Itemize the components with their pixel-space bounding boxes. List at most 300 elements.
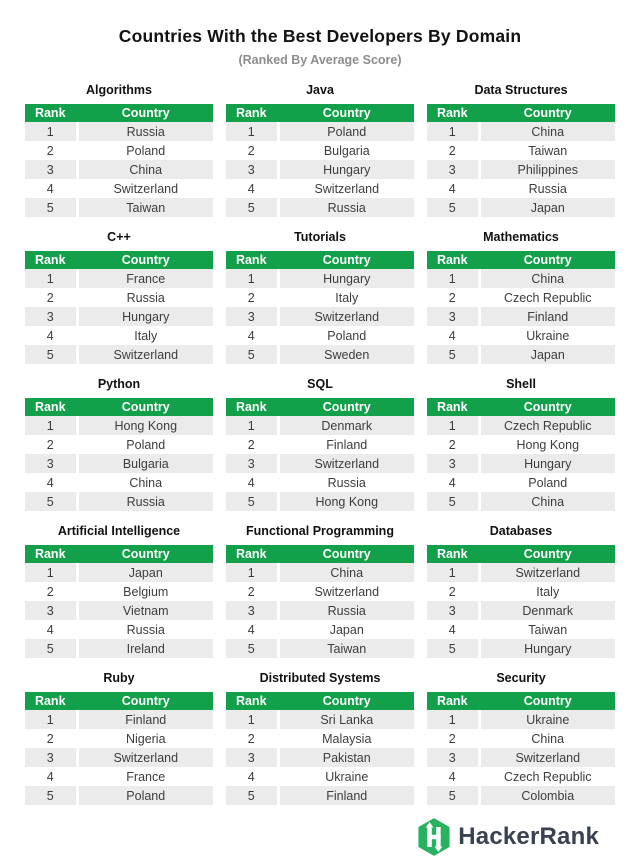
domain-table-card xyxy=(226,83,414,217)
rank-cell: 1 xyxy=(25,563,77,582)
table-row xyxy=(427,767,615,786)
rank-cell: 1 xyxy=(427,416,479,435)
rank-cell: 4 xyxy=(427,326,479,345)
rank-cell: 1 xyxy=(25,710,77,729)
table-header-row xyxy=(427,104,615,122)
table-row xyxy=(427,492,615,511)
country-cell: Czech Republic xyxy=(503,769,592,784)
country-cell: Switzerland xyxy=(479,748,615,767)
country-cell: Philippines xyxy=(479,160,615,179)
table-row xyxy=(25,435,213,454)
country-cell: Poland xyxy=(126,437,166,452)
table-row xyxy=(226,620,414,639)
rank-cell: 1 xyxy=(226,563,278,582)
rank-table xyxy=(25,104,213,217)
domain-title: Python xyxy=(97,377,141,391)
country-cell: Vietnam xyxy=(77,601,213,620)
rank-column-header: Rank xyxy=(427,398,479,416)
rank-table xyxy=(226,545,414,658)
country-cell: China xyxy=(77,160,213,179)
country-cell: Switzerland xyxy=(278,454,414,473)
rank-cell: 3 xyxy=(226,160,278,179)
rank-column-header: Rank xyxy=(25,545,77,563)
country-column-header: Country xyxy=(77,545,213,563)
domain-table-card xyxy=(427,671,615,805)
table-row xyxy=(427,582,615,601)
rank-cell: 2 xyxy=(427,435,479,454)
country-cell: Japan xyxy=(77,563,213,582)
country-cell: Pakistan xyxy=(278,748,414,767)
domain-title: Data Structures xyxy=(474,83,568,97)
table-header-row xyxy=(427,251,615,269)
table-header-row xyxy=(226,251,414,269)
rank-cell: 2 xyxy=(226,435,278,454)
rank-cell: 4 xyxy=(226,620,278,639)
rank-cell: 4 xyxy=(25,620,77,639)
rank-cell: 5 xyxy=(25,639,77,658)
table-row xyxy=(226,345,414,364)
country-cell: Denmark xyxy=(278,416,414,435)
country-cell: Italy xyxy=(536,584,560,599)
country-cell: Taiwan xyxy=(528,143,568,158)
domain-table-card xyxy=(226,230,414,364)
country-column-header: Country xyxy=(479,398,615,416)
country-cell: China xyxy=(531,731,565,746)
rank-cell: 5 xyxy=(427,492,479,511)
country-cell: Hong Kong xyxy=(278,492,414,511)
rank-cell: 4 xyxy=(226,326,278,345)
table-row xyxy=(427,326,615,345)
table-row xyxy=(427,198,615,217)
rank-table xyxy=(226,104,414,217)
rank-cell: 5 xyxy=(25,492,77,511)
table-row xyxy=(25,198,213,217)
table-row xyxy=(25,307,213,326)
rank-cell: 2 xyxy=(427,288,479,307)
table-row xyxy=(226,786,414,805)
rank-column-header: Rank xyxy=(427,104,479,122)
country-cell: Japan xyxy=(329,622,364,637)
rank-cell: 4 xyxy=(427,620,479,639)
country-cell: Denmark xyxy=(479,601,615,620)
rank-cell: 2 xyxy=(25,729,77,748)
rank-cell: 4 xyxy=(427,473,479,492)
table-row xyxy=(226,492,414,511)
rank-column-header: Rank xyxy=(226,104,278,122)
rank-cell: 3 xyxy=(25,748,77,767)
table-row xyxy=(427,601,615,620)
table-row xyxy=(25,639,213,658)
table-row xyxy=(427,620,615,639)
table-row xyxy=(25,710,213,729)
domain-tables-grid xyxy=(25,83,615,805)
domain-table-card xyxy=(427,377,615,511)
rank-column-header: Rank xyxy=(226,545,278,563)
rank-table xyxy=(427,398,615,511)
rank-cell: 4 xyxy=(25,179,77,198)
rank-cell: 5 xyxy=(25,345,77,364)
rank-column-header: Rank xyxy=(25,692,77,710)
country-cell: Hungary xyxy=(479,454,615,473)
rank-cell: 3 xyxy=(427,160,479,179)
table-row xyxy=(25,416,213,435)
country-cell: Hong Kong xyxy=(77,416,213,435)
table-row xyxy=(226,729,414,748)
country-cell: Hungary xyxy=(278,160,414,179)
rank-cell: 5 xyxy=(226,345,278,364)
table-header-row xyxy=(25,398,213,416)
rank-cell: 2 xyxy=(25,582,77,601)
country-cell: Switzerland xyxy=(314,584,380,599)
table-row xyxy=(427,416,615,435)
domain-table-card xyxy=(427,524,615,658)
domain-title: Algorithms xyxy=(86,83,152,97)
table-row xyxy=(25,326,213,345)
country-cell: Finland xyxy=(479,307,615,326)
domain-title: Ruby xyxy=(103,671,135,685)
country-cell: China xyxy=(479,122,615,141)
country-cell: Taiwan xyxy=(77,198,213,217)
domain-title: Mathematics xyxy=(483,230,559,244)
table-row xyxy=(226,435,414,454)
domain-title: Distributed Systems xyxy=(259,671,381,685)
table-row xyxy=(427,179,615,198)
country-cell: China xyxy=(479,269,615,288)
rank-cell: 5 xyxy=(226,639,278,658)
country-cell: Switzerland xyxy=(278,307,414,326)
table-row xyxy=(25,141,213,160)
domain-table-card xyxy=(25,83,213,217)
rank-column-header: Rank xyxy=(25,104,77,122)
rank-cell: 5 xyxy=(25,198,77,217)
table-row xyxy=(427,160,615,179)
country-cell: Czech Republic xyxy=(479,416,615,435)
rank-cell: 4 xyxy=(427,179,479,198)
table-row xyxy=(25,122,213,141)
domain-table-card xyxy=(226,377,414,511)
country-column-header: Country xyxy=(278,398,414,416)
table-row xyxy=(427,269,615,288)
country-cell: Poland xyxy=(278,122,414,141)
country-cell: Taiwan xyxy=(528,622,568,637)
rank-table xyxy=(25,398,213,511)
table-row xyxy=(427,563,615,582)
table-header-row xyxy=(226,545,414,563)
country-column-header: Country xyxy=(479,692,615,710)
rank-cell: 5 xyxy=(427,345,479,364)
country-cell: Nigeria xyxy=(125,731,166,746)
table-row xyxy=(226,326,414,345)
page-subtitle: (Ranked By Average Score) xyxy=(238,53,402,67)
country-cell: Russia xyxy=(327,475,366,490)
table-row xyxy=(25,345,213,364)
country-cell: Switzerland xyxy=(113,181,179,196)
table-row xyxy=(25,179,213,198)
country-column-header: Country xyxy=(479,251,615,269)
table-row xyxy=(226,454,414,473)
rank-cell: 3 xyxy=(427,601,479,620)
rank-table xyxy=(427,545,615,658)
rank-cell: 4 xyxy=(226,179,278,198)
domain-title: Artificial Intelligence xyxy=(57,524,181,538)
logo-text: HackerRank xyxy=(458,823,599,850)
table-row xyxy=(226,307,414,326)
country-cell: Switzerland xyxy=(77,748,213,767)
rank-cell: 2 xyxy=(226,729,278,748)
country-cell: Poland xyxy=(327,328,367,343)
rank-cell: 5 xyxy=(25,786,77,805)
domain-table-card xyxy=(427,230,615,364)
domain-title: Tutorials xyxy=(294,230,346,244)
rank-cell: 3 xyxy=(25,307,77,326)
table-row xyxy=(25,729,213,748)
country-cell: Bulgaria xyxy=(77,454,213,473)
country-cell: Poland xyxy=(126,143,166,158)
country-cell: China xyxy=(479,492,615,511)
table-header-row xyxy=(25,251,213,269)
table-row xyxy=(25,582,213,601)
rank-column-header: Rank xyxy=(427,251,479,269)
rank-cell: 2 xyxy=(226,582,278,601)
country-cell: Russia xyxy=(77,492,213,511)
rank-cell: 2 xyxy=(25,288,77,307)
rank-cell: 1 xyxy=(427,563,479,582)
table-row xyxy=(25,160,213,179)
rank-table xyxy=(25,251,213,364)
table-row xyxy=(427,786,615,805)
table-row xyxy=(25,786,213,805)
country-column-header: Country xyxy=(77,398,213,416)
rank-table xyxy=(427,692,615,805)
rank-cell: 1 xyxy=(25,269,77,288)
table-row xyxy=(427,473,615,492)
table-row xyxy=(25,748,213,767)
rank-cell: 3 xyxy=(25,601,77,620)
table-header-row xyxy=(427,692,615,710)
rank-table xyxy=(25,545,213,658)
country-column-header: Country xyxy=(479,104,615,122)
country-cell: Hungary xyxy=(479,639,615,658)
country-cell: Ukraine xyxy=(479,710,615,729)
country-cell: Finland xyxy=(278,786,414,805)
rank-cell: 3 xyxy=(427,454,479,473)
country-cell: Russia xyxy=(77,122,213,141)
country-column-header: Country xyxy=(77,692,213,710)
domain-table-card xyxy=(427,83,615,217)
table-row xyxy=(226,639,414,658)
hackerrank-logo xyxy=(25,817,615,857)
table-row xyxy=(25,454,213,473)
country-cell: Switzerland xyxy=(314,181,380,196)
rank-cell: 1 xyxy=(25,416,77,435)
domain-title: Functional Programming xyxy=(246,524,394,538)
rank-table xyxy=(427,251,615,364)
table-row xyxy=(226,179,414,198)
country-column-header: Country xyxy=(479,545,615,563)
rank-cell: 4 xyxy=(226,767,278,786)
rank-cell: 4 xyxy=(25,473,77,492)
table-header-row xyxy=(25,692,213,710)
country-column-header: Country xyxy=(278,104,414,122)
rank-cell: 1 xyxy=(226,269,278,288)
country-cell: Russia xyxy=(278,601,414,620)
hackerrank-hexagon-icon xyxy=(416,817,452,857)
table-row xyxy=(226,122,414,141)
rank-cell: 1 xyxy=(226,416,278,435)
table-row xyxy=(226,141,414,160)
rank-cell: 1 xyxy=(226,710,278,729)
table-row xyxy=(25,563,213,582)
domain-table-card xyxy=(25,524,213,658)
table-row xyxy=(25,288,213,307)
country-cell: France xyxy=(126,769,166,784)
table-row xyxy=(226,563,414,582)
table-row xyxy=(226,748,414,767)
table-row xyxy=(226,473,414,492)
rank-column-header: Rank xyxy=(25,251,77,269)
table-row xyxy=(226,710,414,729)
rank-cell: 3 xyxy=(25,160,77,179)
table-row xyxy=(427,435,615,454)
country-cell: Finland xyxy=(77,710,213,729)
table-header-row xyxy=(226,398,414,416)
rank-column-header: Rank xyxy=(226,398,278,416)
country-cell: Italy xyxy=(134,328,158,343)
country-cell: Belgium xyxy=(123,584,169,599)
rank-cell: 4 xyxy=(25,767,77,786)
country-cell: Ukraine xyxy=(325,769,369,784)
country-cell: Russia xyxy=(278,198,414,217)
page-title: Countries With the Best Developers By Domain xyxy=(118,26,522,46)
rank-cell: 5 xyxy=(226,786,278,805)
domain-table-card xyxy=(226,524,414,658)
rank-cell: 3 xyxy=(427,307,479,326)
rank-cell: 1 xyxy=(25,122,77,141)
country-cell: Hungary xyxy=(77,307,213,326)
table-row xyxy=(25,473,213,492)
rank-cell: 3 xyxy=(226,307,278,326)
domain-table-card xyxy=(25,377,213,511)
table-row xyxy=(427,345,615,364)
country-cell: Ukraine xyxy=(526,328,570,343)
table-row xyxy=(25,492,213,511)
table-row xyxy=(427,122,615,141)
rank-table xyxy=(226,692,414,805)
domain-title: Security xyxy=(496,671,546,685)
domain-table-card xyxy=(25,230,213,364)
rank-cell: 3 xyxy=(226,748,278,767)
country-cell: China xyxy=(129,475,163,490)
table-row xyxy=(226,767,414,786)
country-column-header: Country xyxy=(77,251,213,269)
table-row xyxy=(427,710,615,729)
rank-cell: 3 xyxy=(427,748,479,767)
rank-column-header: Rank xyxy=(25,398,77,416)
table-row xyxy=(427,639,615,658)
country-column-header: Country xyxy=(278,545,414,563)
table-row xyxy=(226,198,414,217)
table-row xyxy=(226,269,414,288)
domain-title: Shell xyxy=(506,377,536,391)
rank-column-header: Rank xyxy=(427,692,479,710)
country-cell: Malaysia xyxy=(322,731,372,746)
rank-cell: 5 xyxy=(427,198,479,217)
rank-cell: 5 xyxy=(226,492,278,511)
country-cell: Russia xyxy=(126,622,165,637)
country-cell: Italy xyxy=(335,290,359,305)
table-row xyxy=(226,416,414,435)
rank-cell: 4 xyxy=(226,473,278,492)
country-cell: Japan xyxy=(479,345,615,364)
rank-cell: 5 xyxy=(427,786,479,805)
country-cell: Colombia xyxy=(479,786,615,805)
table-row xyxy=(427,288,615,307)
domain-table-card xyxy=(226,671,414,805)
table-header-row xyxy=(226,104,414,122)
country-cell: Ireland xyxy=(77,639,213,658)
country-column-header: Country xyxy=(77,104,213,122)
country-cell: Russia xyxy=(528,181,567,196)
rank-cell: 2 xyxy=(427,582,479,601)
table-header-row xyxy=(25,104,213,122)
rank-cell: 2 xyxy=(25,141,77,160)
rank-cell: 2 xyxy=(427,141,479,160)
table-row xyxy=(25,269,213,288)
country-cell: Sweden xyxy=(278,345,414,364)
table-row xyxy=(226,288,414,307)
table-row xyxy=(25,620,213,639)
country-cell: Sri Lanka xyxy=(278,710,414,729)
rank-cell: 1 xyxy=(427,269,479,288)
country-cell: Finland xyxy=(326,437,368,452)
domain-title: Java xyxy=(306,83,334,97)
table-row xyxy=(427,748,615,767)
country-cell: Czech Republic xyxy=(503,290,592,305)
rank-table xyxy=(427,104,615,217)
table-row xyxy=(226,582,414,601)
rank-table xyxy=(226,251,414,364)
rank-cell: 2 xyxy=(226,141,278,160)
rank-cell: 5 xyxy=(226,198,278,217)
domain-title: SQL xyxy=(307,377,333,391)
table-row xyxy=(25,601,213,620)
country-cell: Taiwan xyxy=(278,639,414,658)
rank-cell: 2 xyxy=(427,729,479,748)
domain-table-card xyxy=(25,671,213,805)
country-cell: Hungary xyxy=(278,269,414,288)
table-header-row xyxy=(427,398,615,416)
rank-cell: 1 xyxy=(427,710,479,729)
rank-cell: 3 xyxy=(226,601,278,620)
rank-cell: 4 xyxy=(25,326,77,345)
rank-table xyxy=(25,692,213,805)
country-cell: Japan xyxy=(479,198,615,217)
country-cell: Poland xyxy=(77,786,213,805)
table-row xyxy=(25,767,213,786)
table-row xyxy=(427,141,615,160)
rank-cell: 2 xyxy=(25,435,77,454)
country-cell: Switzerland xyxy=(479,563,615,582)
table-row xyxy=(226,160,414,179)
country-cell: Russia xyxy=(126,290,165,305)
country-column-header: Country xyxy=(278,251,414,269)
table-row xyxy=(226,601,414,620)
domain-title: Databases xyxy=(489,524,553,538)
rank-cell: 3 xyxy=(226,454,278,473)
rank-cell: 1 xyxy=(427,122,479,141)
rank-cell: 1 xyxy=(226,122,278,141)
rank-cell: 2 xyxy=(226,288,278,307)
